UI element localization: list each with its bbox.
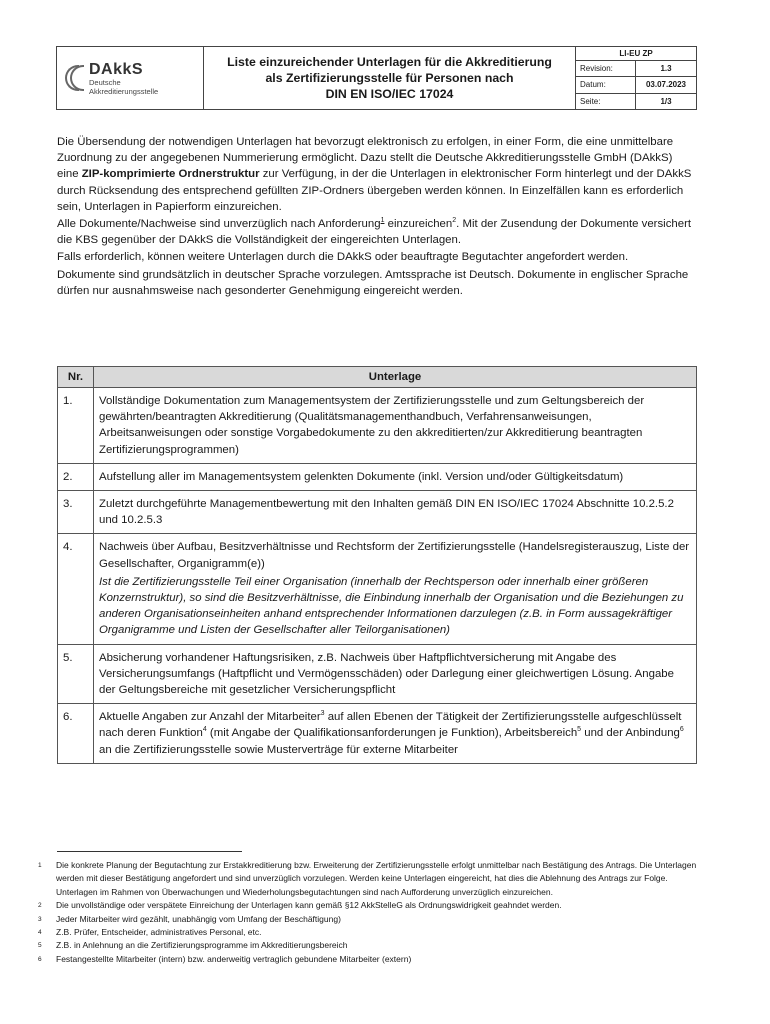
meta-value: 1/3 <box>660 96 672 106</box>
meta-page <box>576 94 696 109</box>
meta-value: 03.07.2023 <box>645 80 687 90</box>
row-text: Vollständige Dokumentation zum Managementsystem der Zertifizierungsstelle und zum Geltungsbereich der gewährten/beantragten Akkreditierung (Qualitätsmanagementhandbuch, Verfahrensanweisungen, Arbeitsanweisungen oder sonstige Vorgabedokumente zu den akkreditierten/zur Akkreditierung beantragten Zertifizierungsprogrammen) <box>94 388 697 464</box>
footnote-number: 4 <box>38 929 42 937</box>
footnote-text: Jeder Mitarbeiter wird gezählt, unabhängig vom Umfang der Beschäftigung) <box>56 913 341 924</box>
row-text <box>94 534 697 644</box>
table-row <box>58 534 697 644</box>
footnote-text: Die konkrete Planung der Begutachtung zur Erstakkreditierung bzw. Erweiterung der Zertifizierungsstelle erfolgt unmittelbar nach Bestätigung des Antrags. Die Unterlagen werden mit dieser Bestätigung angefordert und sind unverzüglich vorzulegen. Werden keine Unterlagen eingereicht, hat dies die Ablehnung des Antrags zur Folge. <box>56 860 697 884</box>
meta-key: Datum: <box>576 77 636 92</box>
row-number: 6. <box>58 704 94 764</box>
row-text: Aktuelle Angaben zur Anzahl der Mitarbeiter$^3$ auf allen Ebenen der Tätigkeit der Zertifizierungsstelle aufgeschlüsselt nach deren Funktion$^4$ (mit Angabe der Qualifikationsanforderungen je Funktion), Arbeitsbereich$^5$ und der Anbindung$^6$ an die Zertifizierungsstelle sowie Musterverträge für externe Mitarbeiter <box>94 704 697 764</box>
document-title <box>204 47 576 109</box>
footnote-number: 6 <box>38 955 42 963</box>
row-number: 5. <box>58 644 94 704</box>
meta-revision <box>576 61 696 77</box>
meta-key: Revision: <box>576 61 636 76</box>
row-number: 1. <box>58 388 94 464</box>
footnote-text: Z.B. Prüfer, Entscheider, administratives Personal, etc. <box>56 927 262 938</box>
footnote-1 <box>38 859 698 899</box>
intro-paragraph-4: Dokumente sind grundsätzlich in deutscher Sprache vorzulegen. Amtssprache ist Deutsch. Dokumente in englischer Sprache dürfen nur ausnahmsweise nach gesonderter Genehmigung eingereicht werden. <box>57 268 689 297</box>
footnote-number: 2 <box>38 902 42 910</box>
dakks-logo-icon <box>65 63 87 93</box>
footnote-ref-6: 6 <box>679 726 684 734</box>
table-header-row <box>58 367 697 388</box>
row-text-main: Nachweis über Aufbau, Besitzverhältnisse und Rechtsform der Zertifizierungsstelle (Handelsregisterauszug, Liste der Gesellschafter, Organigramm(e)) <box>99 541 690 570</box>
title-line-3: DIN EN ISO/IEC 17024 <box>325 87 454 101</box>
row-text: Aufstellung aller im Managementsystem gelenkten Dokumente (inkl. Version und/oder Gültigkeitsdatum) <box>94 463 697 490</box>
intro-text <box>57 134 697 300</box>
zip-structure-emphasis: ZIP-komprimierte Ordnerstruktur <box>81 168 260 181</box>
row-text: Zuletzt durchgeführte Managementbewertung mit den Inhalten gemäß DIN EN ISO/IEC 17024 Abschnitte 10.2.5.2 und 10.2.5.3 <box>94 491 697 534</box>
footnotes <box>38 859 698 966</box>
footnote-text-2: Unterlagen im Rahmen von Überwachungen und Wiederholungsbegutachtungen sind nach Aufforderung unverzüglich einzureichen. <box>56 886 553 897</box>
row-number: 2. <box>58 463 94 490</box>
row-number: 3. <box>58 491 94 534</box>
footnote-ref-3: 3 <box>320 710 325 718</box>
title-line-1: Liste einzureichender Unterlagen für die Akkreditierung <box>227 55 552 69</box>
document-meta <box>576 47 696 109</box>
footnote-number: 3 <box>38 915 42 923</box>
logo <box>57 47 204 109</box>
footnote-number: 5 <box>38 942 42 950</box>
meta-key: Seite: <box>576 94 636 109</box>
footnote-6 <box>38 953 698 966</box>
logo-brand: DAkkS <box>89 60 144 78</box>
table-row <box>58 463 697 490</box>
footnote-ref-1[interactable]: 1 <box>380 217 385 225</box>
footnote-number: 1 <box>38 862 42 869</box>
document-header <box>56 46 697 110</box>
table-row <box>58 388 697 464</box>
column-header-nr: Nr. <box>58 367 94 388</box>
table-row <box>58 644 697 704</box>
logo-sub-2: Akkreditierungsstelle <box>89 86 159 96</box>
footnote-4 <box>38 926 698 939</box>
footnote-ref-2: 2 <box>452 217 457 225</box>
documents-table <box>57 366 697 764</box>
row-number: 4. <box>58 534 94 644</box>
meta-value: 1.3 <box>660 64 672 74</box>
footnote-3 <box>38 913 698 926</box>
footnote-2 <box>38 899 698 912</box>
table-row <box>58 704 697 764</box>
logo-sub-1: Deutsche <box>89 77 121 87</box>
footnote-text: Festangestellte Mitarbeiter (intern) bzw. anderweitig vertraglich gebundene Mitarbeiter (extern) <box>56 953 412 964</box>
footnote-ref-4: 4 <box>202 726 207 734</box>
footnote-5 <box>38 939 698 952</box>
column-header-unterlage: Unterlage <box>94 367 697 388</box>
intro-paragraph-3: Falls erforderlich, können weitere Unterlagen durch die DAkkS oder beauftragte Begutachter angefordert werden. <box>57 251 629 264</box>
row-text: Absicherung vorhandener Haftungsrisiken, z.B. Nachweis über Haftpflichtversicherung mit Angabe des Versicherungsumfangs (Haftpflicht und Vermögensschäden) oder Darlegung einer gleichwertigen Lösung. Angabe der Geltungsbereiche mit gesetzlicher Versicherungspflicht <box>94 644 697 704</box>
table-row <box>58 491 697 534</box>
intro-paragraph-2: Alle Dokumente/Nachweise sind unverzüglich nach Anforderung$^1$ einzureichen$^2$. Mit der Zusendung der Dokumente versichert die KBS gegenüber der DAkkS die Vollständigkeit der eingereichten Unterlagen. <box>57 217 692 247</box>
intro-paragraph-1: Die Übersendung der notwendigen Unterlagen hat bevorzugt elektronisch zu erfolgen, in einer Form, die eine unmittelbare Zuordnung zu der angegebenen Nummerierung ermöglicht. Dazu stellt die Deutsche Akkreditierungsstelle GmbH (DAkkS) eine ZIP-komprimierte Ordnerstruktur zur Verfügung, in der die Unterlagen in elektronischer Form hinterlegt und der DAkkS durch Rücksendung des entsprechend gefüllten ZIP-Ordners übergeben werden können. In Einzelfällen kann es erforderlich sein, Unterlagen in Papierform einzureichen. <box>57 136 692 213</box>
footnote-ref-5: 5 <box>577 726 582 734</box>
row-text-italic-note: Ist die Zertifizierungsstelle Teil einer Organisation (innerhalb der Rechtsperson oder innerhalb einer größeren Konzernstruktur), so sind die Besitzverhältnisse, die Einbindung innerhalb der Organisation und die Beziehungen zu anderen Organisationseinheiten anhand entsprechender Informationen darzulegen (z.B. in Form aussagekräftiger Organigramme und Listen der Gesellschafter aller Teilorganisationen) <box>99 575 684 637</box>
doc-code: LI-EU ZP <box>576 47 696 61</box>
title-line-2: als Zertifizierungsstelle für Personen nach <box>265 71 514 85</box>
footnote-text: Z.B. in Anlehnung an die Zertifizierungsprogramme im Akkreditierungsbereich <box>56 940 348 951</box>
footnote-text: Die unvollständige oder verspätete Einreichung der Unterlagen kann gemäß §12 AkkStelleG als Ordnungswidrigkeit geahndet werden. <box>56 900 562 911</box>
meta-date <box>576 77 696 93</box>
footnote-divider <box>57 851 242 852</box>
